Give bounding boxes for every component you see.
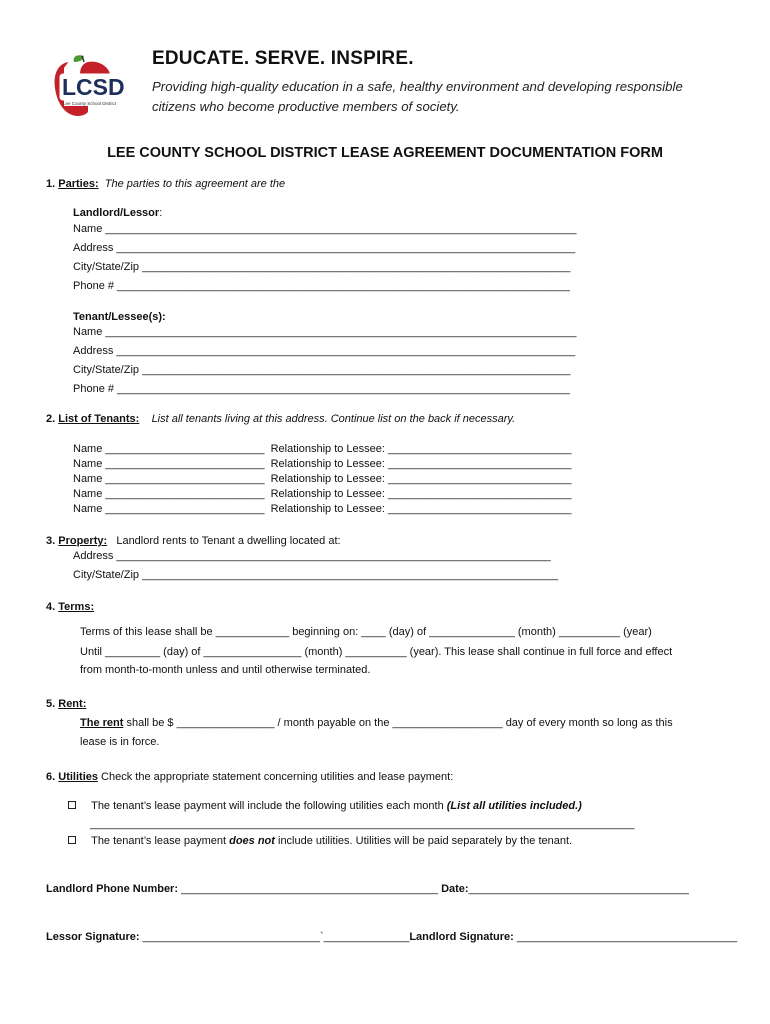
- form-title: LEE COUNTY SCHOOL DISTRICT LEASE AGREEMENT DOCUMENTATION FORM: [107, 145, 663, 161]
- terms-line-3: from month-to-month unless and until otherwise terminated.: [80, 664, 371, 676]
- mission-statement: [152, 77, 732, 117]
- landlord-phone-line[interactable]: Landlord Phone Number: __________________________________________ Date:____________________________________: [46, 883, 689, 895]
- tenant-list-row[interactable]: Name __________________________ Relationship to Lessee: ______________________________: [73, 458, 572, 470]
- svg-text:Lee County School District: Lee County School District: [63, 101, 117, 106]
- tenant-csz-field[interactable]: City/State/Zip ______________________________________________________________________: [73, 364, 571, 376]
- landlord-label: Landlord/Lessor:: [73, 207, 163, 219]
- utilities-option-not-included[interactable]: The tenant’s lease payment does not include utilities. Utilities will be paid separately by the tenant.: [68, 835, 572, 847]
- utilities-option-included[interactable]: The tenant’s lease payment will include the following utilities each month (List all utilities included.): [68, 800, 582, 812]
- section-property-heading: 3. Property: Landlord rents to Tenant a dwelling located at:: [46, 535, 341, 547]
- landlord-phone-field[interactable]: Phone # __________________________________________________________________________: [73, 280, 570, 292]
- tenant-phone-field[interactable]: Phone # __________________________________________________________________________: [73, 383, 570, 395]
- tenant-list-row[interactable]: Name __________________________ Relationship to Lessee: ______________________________: [73, 503, 572, 515]
- tenant-address-field[interactable]: Address ___________________________________________________________________________: [73, 345, 576, 357]
- terms-line-1[interactable]: Terms of this lease shall be ____________ beginning on: ____ (day) of ______________ (month) __________ (year): [80, 626, 652, 638]
- landlord-address-field[interactable]: Address ___________________________________________________________________________: [73, 242, 576, 254]
- terms-line-2[interactable]: Until _________ (day) of ________________ (month) __________ (year). This lease shall continue in full force and effect: [80, 646, 673, 658]
- checkbox-utilities-included[interactable]: [68, 801, 76, 809]
- section-tenants-heading: 2. List of Tenants: List all tenants living at this address. Continue list on the back if necessary.: [46, 413, 516, 425]
- section-terms-heading: 4. Terms:: [46, 601, 95, 613]
- section-utilities-heading: 6. Utilities Check the appropriate statement concerning utilities and lease payment:: [46, 771, 454, 783]
- section-rent-heading: 5. Rent:: [46, 698, 87, 710]
- utilities-list-field[interactable]: _________________________________________________________________________________________: [90, 818, 635, 830]
- property-csz-field[interactable]: City/State/Zip ____________________________________________________________________: [73, 569, 559, 581]
- tenant-label: Tenant/Lessee(s):: [73, 311, 166, 323]
- district-logo: [50, 46, 136, 122]
- rent-line-2: lease is in force.: [80, 736, 160, 748]
- tenant-list-row[interactable]: Name __________________________ Relationship to Lessee: ______________________________: [73, 443, 572, 455]
- section-parties-heading: 1. Parties: The parties to this agreement are the: [46, 178, 286, 190]
- landlord-csz-field[interactable]: City/State/Zip ______________________________________________________________________: [73, 261, 571, 273]
- logo-text: LCSD: [62, 74, 125, 100]
- property-address-field[interactable]: Address _______________________________________________________________________: [73, 550, 551, 562]
- checkbox-utilities-not-included[interactable]: [68, 836, 76, 844]
- landlord-name-field[interactable]: Name _____________________________________________________________________________: [73, 223, 577, 235]
- rent-line-1[interactable]: The rent shall be $ ________________ / month payable on the __________________ day of every month so long as this: [80, 717, 673, 729]
- tenant-name-field[interactable]: Name _____________________________________________________________________________: [73, 326, 577, 338]
- signature-line[interactable]: Lessor Signature: _____________________________`______________Landlord Signature: ____________________________________: [46, 931, 738, 943]
- mission-line-1: Providing high-quality education in a safe, healthy environment and developing responsible: [152, 79, 683, 94]
- tenant-list-row[interactable]: Name __________________________ Relationship to Lessee: ______________________________: [73, 473, 572, 485]
- motto: EDUCATE. SERVE. INSPIRE.: [152, 48, 414, 69]
- mission-line-2: citizens who become productive members of society.: [152, 99, 460, 114]
- tenant-list-row[interactable]: Name __________________________ Relationship to Lessee: ______________________________: [73, 488, 572, 500]
